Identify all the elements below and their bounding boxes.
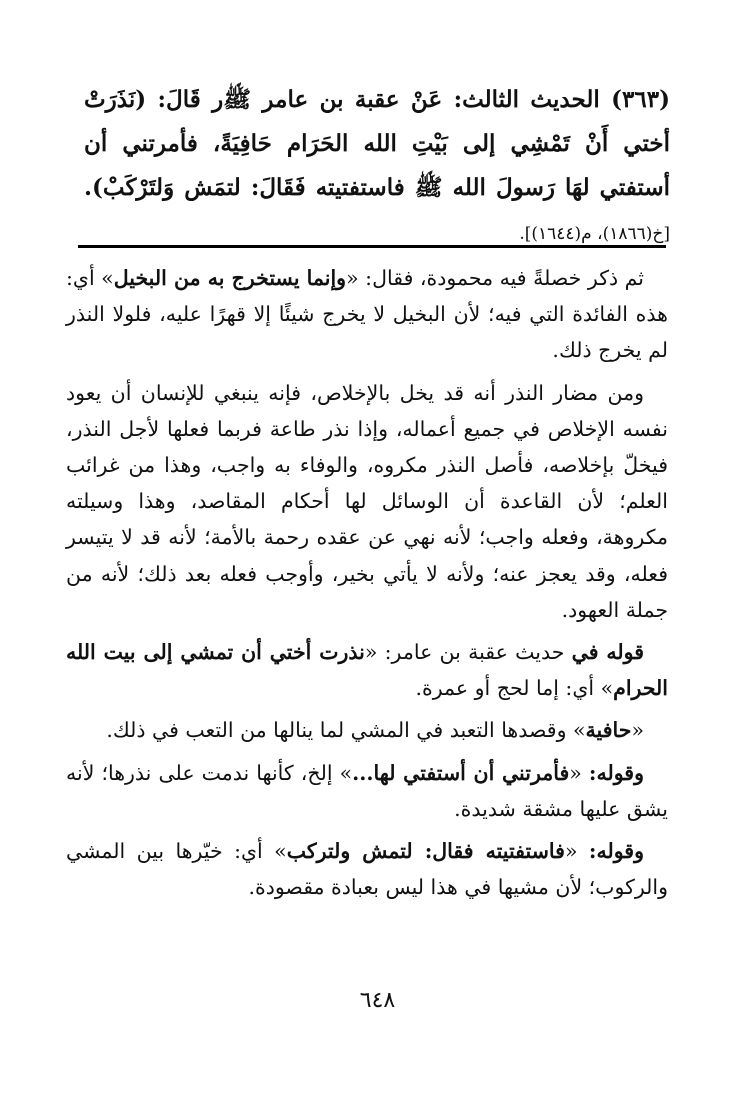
hadith-reference: [خ(١٨٦٦)، م(١٦٤٤)]. — [519, 224, 670, 244]
paragraph-lead: وقوله: — [588, 839, 644, 864]
paragraph-lead: وقوله: — [588, 760, 644, 785]
quoted-phrase: حافية — [585, 718, 632, 743]
quoted-phrase: فأمرتني أن أستفتي لها... — [352, 760, 570, 785]
commentary-block — [66, 260, 668, 911]
commentary-paragraph-2: ومن مضار النذر أنه قد يخل بالإخلاص، فإنه ينبغي للإنسان أن يعود نفسه الإخلاص في جميع أعماله، وإذا نذر طاعة فربما فعلها لأجل النذر، فيخلّ بإخلاصه، فأصل النذر مكروه، والوفاء به واجب، وهذا من غرائب العلم؛ لأن القاعدة أن الوسائل لها أحكام المقاصد، وهذا وسيلته مكروهة، وفعله واجب؛ لأنه نهي عن عقده رحمة بالأمة؛ لأنه قد لا يتيسر فعله، وقد يعجز عنه؛ ولأنه لا يأتي بخير، وأوجب فعله بعد ذلك؛ لأنه من جملة العهود. — [66, 380, 668, 622]
footnote-divider — [78, 245, 666, 248]
quoted-phrase: فاستفتيته فقال: لتمش ولتركب — [286, 839, 565, 864]
commentary-paragraph-3: قوله في حديث عقبة بن عامر: «نذرت أختي أن تمشي إلى بيت الله الحرام» أي: إما لحج أو عمرة. — [66, 640, 668, 701]
commentary-paragraph-1: ثم ذكر خصلةً فيه محمودة، فقال: «وإنما يستخرج به من البخيل» أي: هذه الفائدة التي فيه؛ لأن البخيل لا يخرج شيئًا إلا قهرًا عليه، فلولا النذر لم يخرج ذلك. — [66, 266, 668, 363]
hadith-text: عَنْ عقبة بن عامر ﷺر قَالَ: (نَذَرَتْ أختي أَنْ تَمْشِي إلى بَيْتِ الله الحَرَام حَافِيَةً، فأمرتني أن أستفتي لهَا رَسولَ الله ﷺ فاستفتيته فَقَالَ: لتمَش وَلتَرْكَبْ). — [84, 86, 670, 201]
commentary-paragraph-6: وقوله: «فاستفتيته فقال: لتمش ولتركب» أي: خيّرها بين المشي والركوب؛ لأن مشيها في هذا ليس بعبادة مقصودة. — [66, 839, 668, 900]
commentary-paragraph-5: وقوله: «فأمرتني أن أستفتي لها...» إلخ، كأنها ندمت على نذرها؛ لأنه يشق عليها مشقة شديدة. — [66, 760, 668, 821]
paragraph-lead: قوله في — [571, 640, 644, 665]
hadith-number: (٣٦٣) — [611, 86, 670, 113]
commentary-paragraph-4: «حافية» وقصدها التعبد في المشي لما ينالها من التعب في ذلك. — [106, 718, 644, 743]
hadith-block — [84, 78, 670, 256]
page-number: ٦٤٨ — [359, 988, 396, 1013]
hadith-title: الحديث الثالث: — [453, 86, 600, 113]
quoted-phrase: وإنما يستخرج به من البخيل — [113, 266, 347, 290]
quoted-phrase: نذرت أختي أن تمشي إلى بيت الله الحرام — [66, 640, 668, 701]
